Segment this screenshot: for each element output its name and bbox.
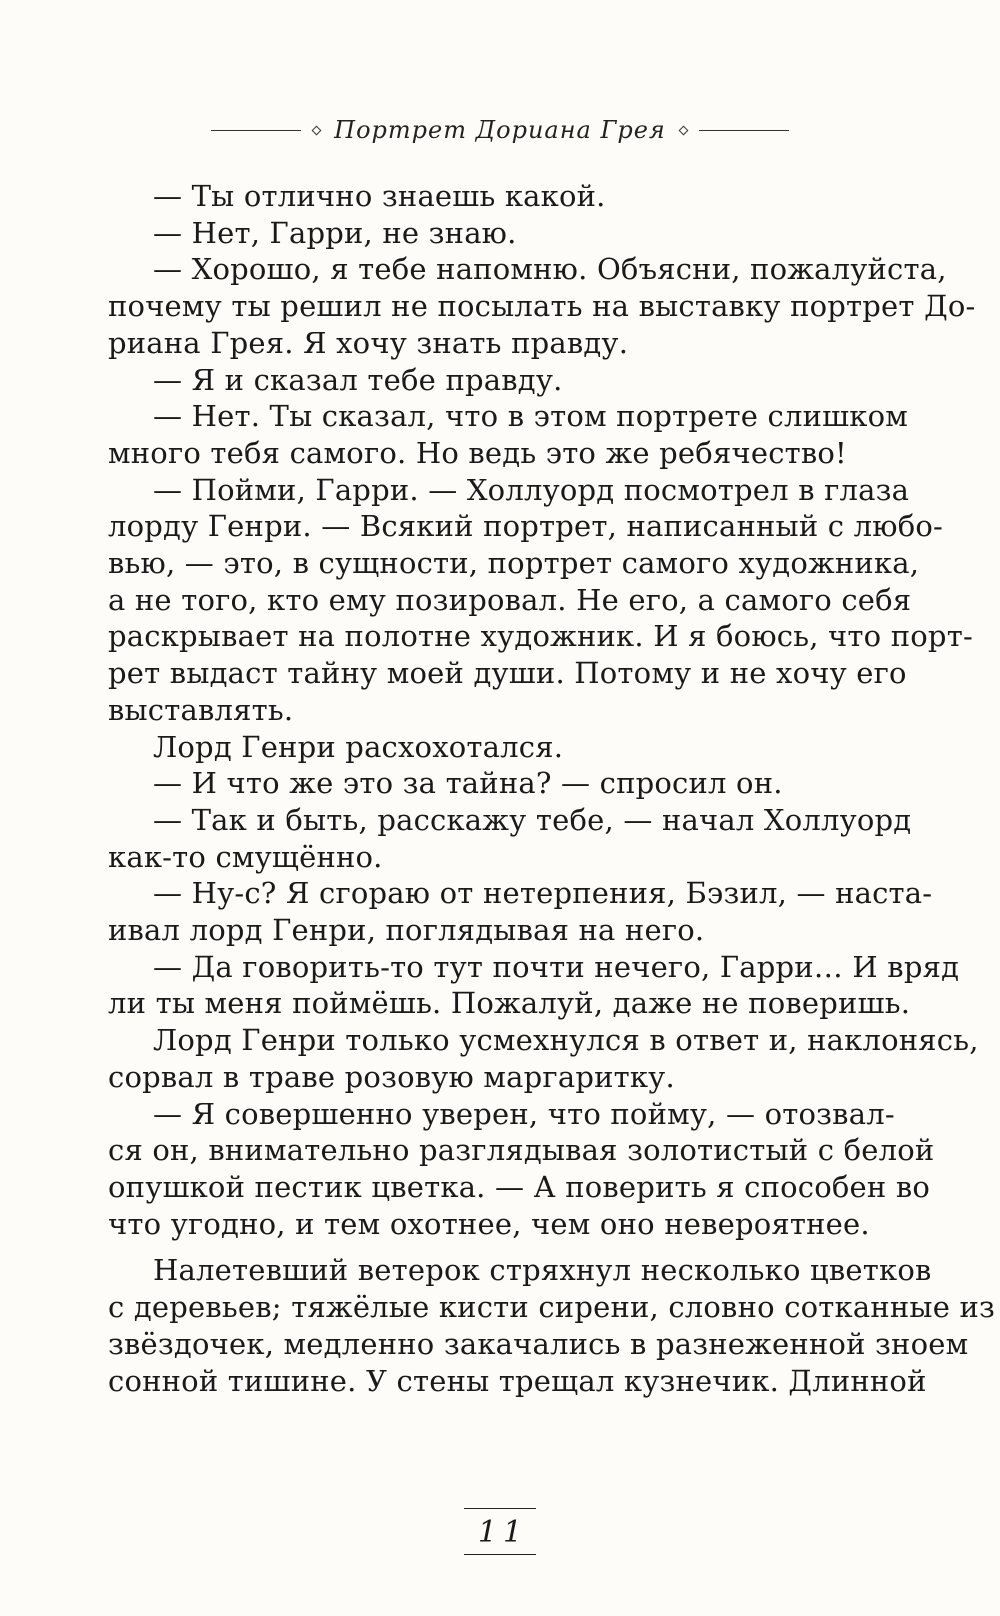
text-line: что угодно, и тем охотнее, чем оно невероятнее. bbox=[108, 1206, 870, 1241]
text-line: — Ты отлично знаешь какой. bbox=[153, 179, 606, 213]
text-line: выставлять. bbox=[108, 692, 294, 727]
text-line: сонной тишине. У стены трещал кузнечик. Длинной bbox=[108, 1363, 927, 1398]
text-line: — Пойми, Гарри. — Холлуорд посмотрел в глаза bbox=[153, 472, 910, 507]
text-line: много тебя самого. Но ведь это же ребячество! bbox=[108, 435, 847, 470]
text-line: — Ну-с? Я сгораю от нетерпения, Бэзил, — наста- bbox=[153, 876, 933, 911]
text-line: почему ты решил не посылать на выставку портрет До- bbox=[108, 289, 976, 324]
text-line: раскрывает на полотне художник. И я боюсь, что порт- bbox=[108, 619, 973, 654]
text-line: — Нет. Ты сказал, что в этом портрете слишком bbox=[153, 399, 909, 434]
header-rule-left bbox=[211, 130, 301, 131]
page-number: 11 bbox=[477, 1515, 529, 1550]
text-line: опушкой пестик цветка. — А поверить я способен во bbox=[108, 1169, 931, 1204]
header-ornament-right bbox=[678, 125, 688, 135]
text-line: ли ты меня поймёшь. Пожалуй, даже не поверишь. bbox=[108, 986, 911, 1021]
text-line: звёздочек, медленно закачались в разнеженной зноем bbox=[108, 1326, 969, 1361]
text-line: — Нет, Гарри, не знаю. bbox=[153, 215, 517, 250]
header-title: Портрет Дориана Грея bbox=[334, 116, 666, 144]
text-line: ивал лорд Генри, поглядывая на него. bbox=[108, 913, 705, 948]
text-line: ся он, внимательно разглядывая золотистый с белой bbox=[108, 1133, 935, 1168]
page-footer bbox=[0, 1508, 1000, 1555]
text-line: а не того, кто ему позировал. Не его, а самого себя bbox=[108, 582, 912, 617]
page-number-rule-bottom bbox=[464, 1554, 536, 1555]
text-line: вью, — это, в сущности, портрет самого художника, bbox=[108, 546, 920, 581]
text-line: сорвал в траве розовую маргаритку. bbox=[108, 1059, 675, 1094]
text-line: лорду Генри. — Всякий портрет, написанный с любо- bbox=[108, 509, 944, 544]
text-line: — Хорошо, я тебе напомню. Объясни, пожалуйста, bbox=[153, 252, 947, 287]
text-line: как-то смущённо. bbox=[108, 839, 383, 874]
header-rule-right bbox=[699, 130, 789, 131]
running-header bbox=[0, 116, 1000, 144]
header-ornament-left bbox=[312, 125, 322, 135]
text-line: риана Грея. Я хочу знать правду. bbox=[108, 325, 629, 360]
text-line: — Я совершенно уверен, что пойму, — отозвал- bbox=[153, 1096, 895, 1131]
text-line: — Я и сказал тебе правду. bbox=[153, 362, 563, 397]
text-line: Лорд Генри расхохотался. bbox=[153, 729, 564, 764]
text-line: Налетевший ветерок стряхнул несколько цветков bbox=[153, 1253, 932, 1288]
text-line: — И что же это за тайна? — спросил он. bbox=[153, 766, 783, 801]
text-line: — Да говорить-то тут почти нечего, Гарри… И вряд bbox=[153, 949, 960, 984]
text-line: Лорд Генри только усмехнулся в ответ и, наклонясь, bbox=[153, 1023, 979, 1058]
text-line: рет выдаст тайну моей души. Потому и не хочу его bbox=[108, 656, 907, 691]
text-line: — Так и быть, расскажу тебе, — начал Холлуорд bbox=[153, 802, 912, 837]
body-text bbox=[108, 178, 996, 1399]
text-line: с деревьев; тяжёлые кисти сирени, словно сотканные из bbox=[108, 1290, 996, 1325]
